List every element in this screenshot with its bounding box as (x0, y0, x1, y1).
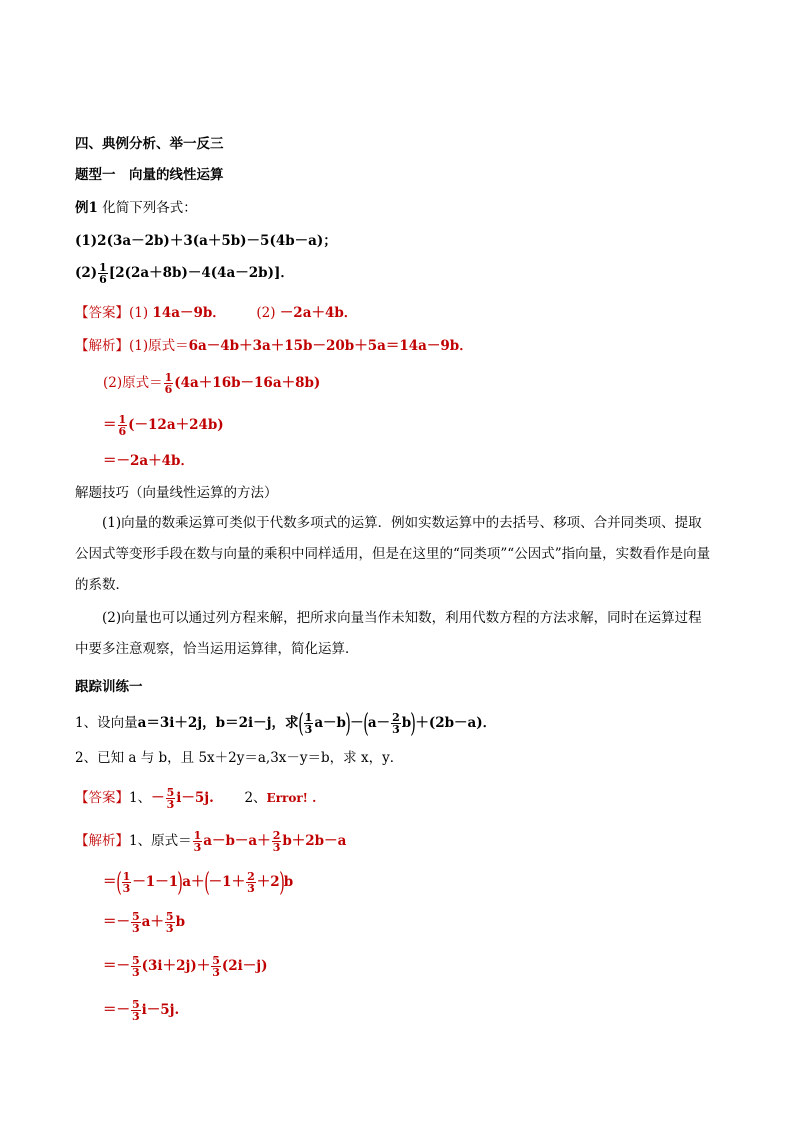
item-expression: [2(2a＋8b)－4(4a－2b)]． (108, 265, 294, 281)
answer-part-label: (2) (256, 305, 276, 321)
analysis-2-line-3: ＝－ $\frac{5}{3}$ a＋ $\frac{5}{3}$ b (103, 910, 186, 935)
fraction: $\frac{1}{6}$ (118, 413, 127, 438)
section-title: 四、典例分析、举一反三 (75, 136, 224, 152)
analysis-2-line-4: ＝－ $\frac{5}{3}$ (3i＋2j)＋ $\frac{5}{3}$ (2i－j) (103, 954, 268, 979)
answer-2: 【答案】1、－ $\frac{5}{3}$ i－5j. 2、Error! . (75, 786, 317, 811)
example-1-item-1 (75, 232, 337, 250)
analysis-step: (－12a＋24b) (128, 417, 224, 433)
analysis-label: (2)原式＝ (103, 375, 163, 391)
example-label: 例1 (75, 200, 98, 216)
analysis-2-line-1: 【解析】1、原式＝ $\frac{1}{3}$ a－b－a＋ $\frac{2}{3}$ b＋2b－a (75, 829, 347, 854)
practice-question-1: 1、设向量a＝3i＋2j，b＝2i－j，求( $\frac{1}{3}$ a－b)－(a－ $\frac{2}{3}$ b)＋(2b－a)． (75, 708, 497, 739)
answer-tag: 【答案】 (75, 790, 129, 806)
analysis-2-line-2: ＝( $\frac{1}{3}$ －1－1)a＋(－1＋ $\frac{2}{3}$ ＋2)b (103, 867, 294, 898)
analysis-2-line-5: ＝－ $\frac{5}{3}$ i－5j. (103, 998, 180, 1023)
item-expression: 2(3a－2b)＋3(a＋5b)－5(4b－a)； (97, 233, 337, 249)
example-1-prompt (75, 199, 197, 217)
answer-part-label: (1) (129, 305, 149, 321)
analysis-step: (4a＋16b－16a＋8b) (174, 375, 321, 391)
answer-1 (75, 304, 357, 322)
practice-question-2: 2、已知 a 与 b，且 5x＋2y＝a,3x－y＝b，求 x，y． (75, 750, 404, 766)
item-prefix: (1) (75, 233, 98, 249)
answer-part-2: －2a＋4b． (279, 305, 358, 321)
fraction: $\frac{1}{6}$ (99, 261, 107, 286)
example-1-item-2 (75, 262, 294, 285)
tips-paragraph-1: (1)向量的数乘运算可类似于代数多项式的运算．例如实数运算中的去括号、移项、合并同类项、提取公因式等变形手段在数与向量的乘积中同样适用，但是在这里的“同类项”“公因式”指向量，实数看作是向量的系数． (75, 515, 711, 593)
fraction: $\frac{1}{6}$ (164, 371, 173, 396)
answer-tag: 【答案】 (75, 305, 129, 321)
example-prompt: 化简下列各式： (102, 200, 197, 216)
analysis-tag: 【解析】 (75, 833, 129, 849)
analysis-1-line-3: ＝ $\frac{1}{6}$ (－12a＋24b) (103, 413, 224, 438)
analysis-1-line-1 (75, 337, 473, 355)
analysis-1-line-2 (103, 372, 320, 395)
analysis-tag: 【解析】 (75, 338, 129, 354)
topic-title: 题型一 向量的线性运算 (75, 167, 224, 183)
practice-title: 跟踪训练一 (75, 679, 143, 695)
answer-part-1: 14a－9b． (152, 305, 226, 321)
analysis-step: 6a－4b＋3a＋15b－20b＋5a＝14a－9b． (188, 338, 473, 354)
analysis-label: (1)原式＝ (129, 338, 189, 354)
item-prefix: (2) (75, 265, 98, 281)
analysis-1-line-4: ＝－2a＋4b． (103, 453, 194, 469)
tips-paragraph-2: (2)向量也可以通过列方程来解，把所求向量当作未知数，利用代数方程的方法求解，同时在运算过程中要多注意观察，恰当运用运算律，简化运算． (75, 610, 702, 657)
tips-title: 解题技巧（向量线性运算的方法） (75, 485, 278, 501)
